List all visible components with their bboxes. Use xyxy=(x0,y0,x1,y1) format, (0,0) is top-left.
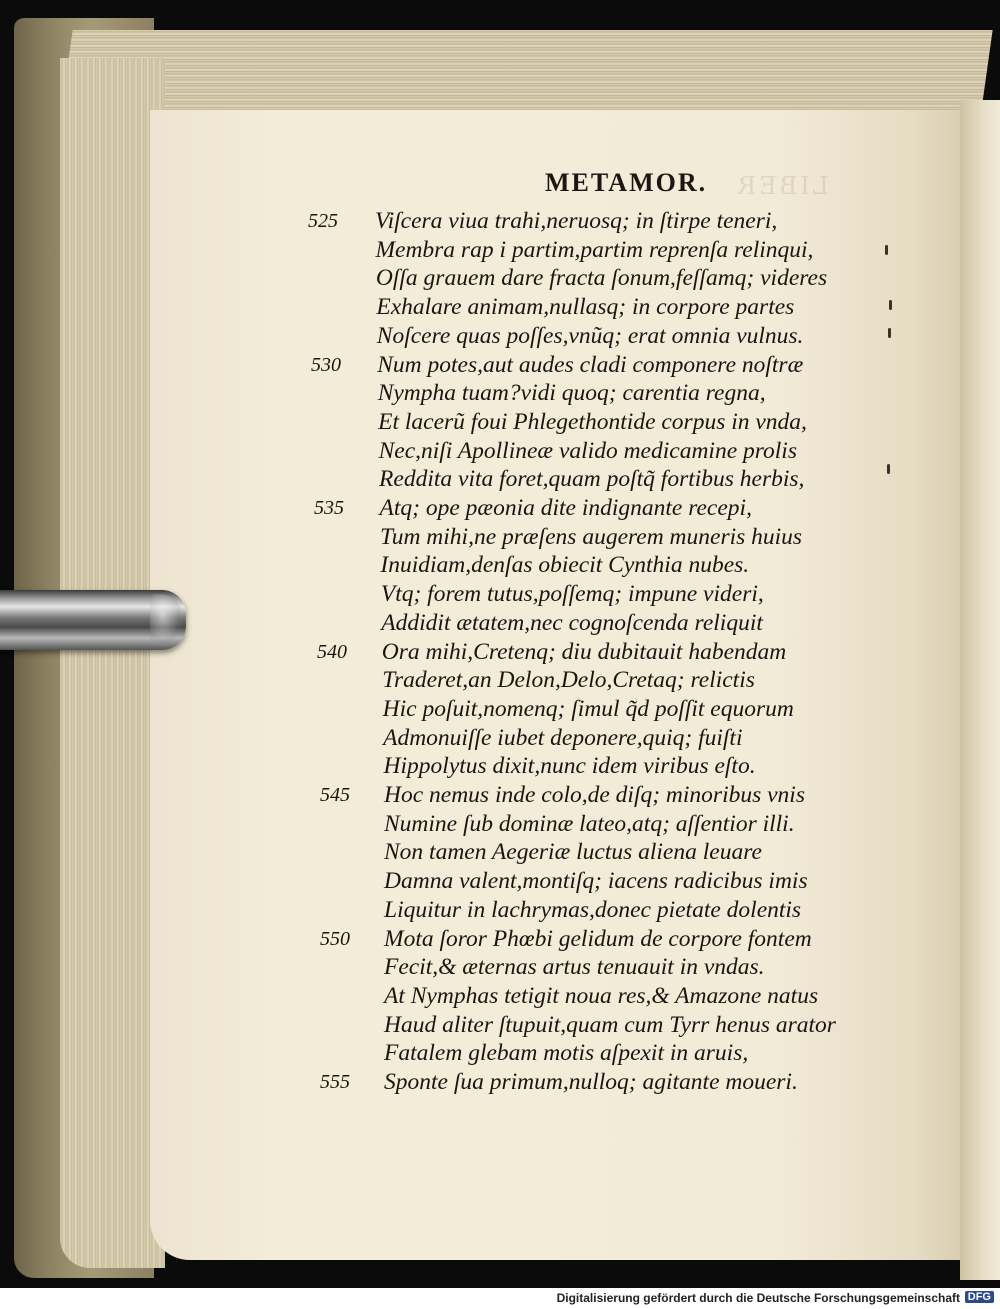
verse-line: Nec,niſi Apollineæ valido medicamine prolis xyxy=(378,437,797,464)
verse-line: Noſcere quas poſſes,vnũq; erat omnia vulnus. xyxy=(376,322,804,349)
verse-line: Admonuiſſe iubet deponere,quiq; fuiſti xyxy=(383,724,743,751)
ghost-header: LIBER xyxy=(735,172,829,200)
verse-line: Fatalem glebam motis aſpexit in aruis, xyxy=(384,1040,749,1067)
verse-line: Tum mihi,ne præſens augerem muneris huius xyxy=(379,523,803,550)
verse-line: Sponte ſua primum,nulloq; agitante moueri. xyxy=(384,1069,798,1095)
verse-line: Traderet,an Delon,Delo,Cretaq; relictis xyxy=(382,667,755,694)
verse-line: Non tamen Aegeriæ luctus aliena leuare xyxy=(384,839,762,866)
verse-line: Fecit,& æternas artus tenuauit in vndas. xyxy=(384,954,765,981)
verse-line: Ora mihi,Cretenq; diu dubitauit habendam xyxy=(381,638,787,665)
margin-mark xyxy=(888,328,891,338)
verse-line: Numine ſub dominæ lateo,atq; aſſentior illi. xyxy=(384,810,795,837)
verse-line: Viſcera viua trahi,neruosq; in ſtirpe teneri, xyxy=(375,208,778,234)
margin-mark xyxy=(887,464,890,474)
verse-line: Membra rap i partim,partim reprenſa relinqui, xyxy=(375,236,814,263)
footer-bar xyxy=(0,1288,1000,1309)
verse-line: At Nymphas tetigit noua res,& Amazone natus xyxy=(384,982,819,1009)
verse-line: Hic poſuit,nomenq; ſimul q̃d poſſit equorum xyxy=(382,695,794,722)
verse-line: Hippolytus dixit,nunc idem viribus eſto. xyxy=(383,753,756,780)
line-number: 525 xyxy=(308,210,338,232)
verse-line: Reddita vita foret,quam poſtq̃ fortibus herbis, xyxy=(379,466,805,493)
verse-line: Liquitur in lachrymas,donec pietate dolentis xyxy=(384,896,802,923)
verse-line: Num potes,aut audes cladi componere noſtræ xyxy=(377,351,804,378)
verse-line: Nympha tuam?vidi quoq; carentia regna, xyxy=(377,380,766,407)
next-page-edge xyxy=(960,100,1000,1280)
line-number: 555 xyxy=(320,1071,350,1093)
verse-line: Vtq; forem tutus,poſſemq; impune videri, xyxy=(380,581,764,608)
verse-line: Mota ſoror Phœbi gelidum de corpore fontem xyxy=(384,925,812,952)
margin-mark xyxy=(885,245,888,255)
verse-line: Et lacerũ foui Phlegethontide corpus in vnda, xyxy=(378,408,807,435)
page-title: METAMOR. xyxy=(545,168,708,197)
verse-line: Exhalare animam,nullasq; in corpore partes xyxy=(376,294,795,321)
verse-line: Damna valent,montiſq; iacens radicibus imis xyxy=(384,868,808,895)
line-number: 535 xyxy=(314,497,344,519)
margin-mark xyxy=(889,300,892,310)
verse-line: Oſſa grauem dare fracta ſonum,feſſamq; videres xyxy=(375,265,828,292)
verse-line: Hoc nemus inde colo,de diſq; minoribus vnis xyxy=(384,782,805,808)
verse-line: Inuidiam,denſas obiecit Cynthia nubes. xyxy=(380,552,750,579)
page-edges-top xyxy=(60,30,993,120)
verse-line: Haud aliter ſtupuit,quam cum Tyrr henus arator xyxy=(384,1011,836,1038)
line-number: 545 xyxy=(320,784,350,806)
footer-credit: Digitalisierung gefördert durch die Deutsche Forschungsgemeinschaft xyxy=(556,1291,960,1305)
line-number: 550 xyxy=(320,927,350,950)
verse-line: Atq; ope pæonia dite indignante recepi, xyxy=(379,495,752,521)
verse-line: Addidit ætatem,nec cognoſcenda reliquit xyxy=(381,609,763,636)
dfg-logo-icon: DFG xyxy=(965,1291,994,1303)
line-number: 530 xyxy=(311,353,341,376)
line-number: 540 xyxy=(317,640,347,663)
